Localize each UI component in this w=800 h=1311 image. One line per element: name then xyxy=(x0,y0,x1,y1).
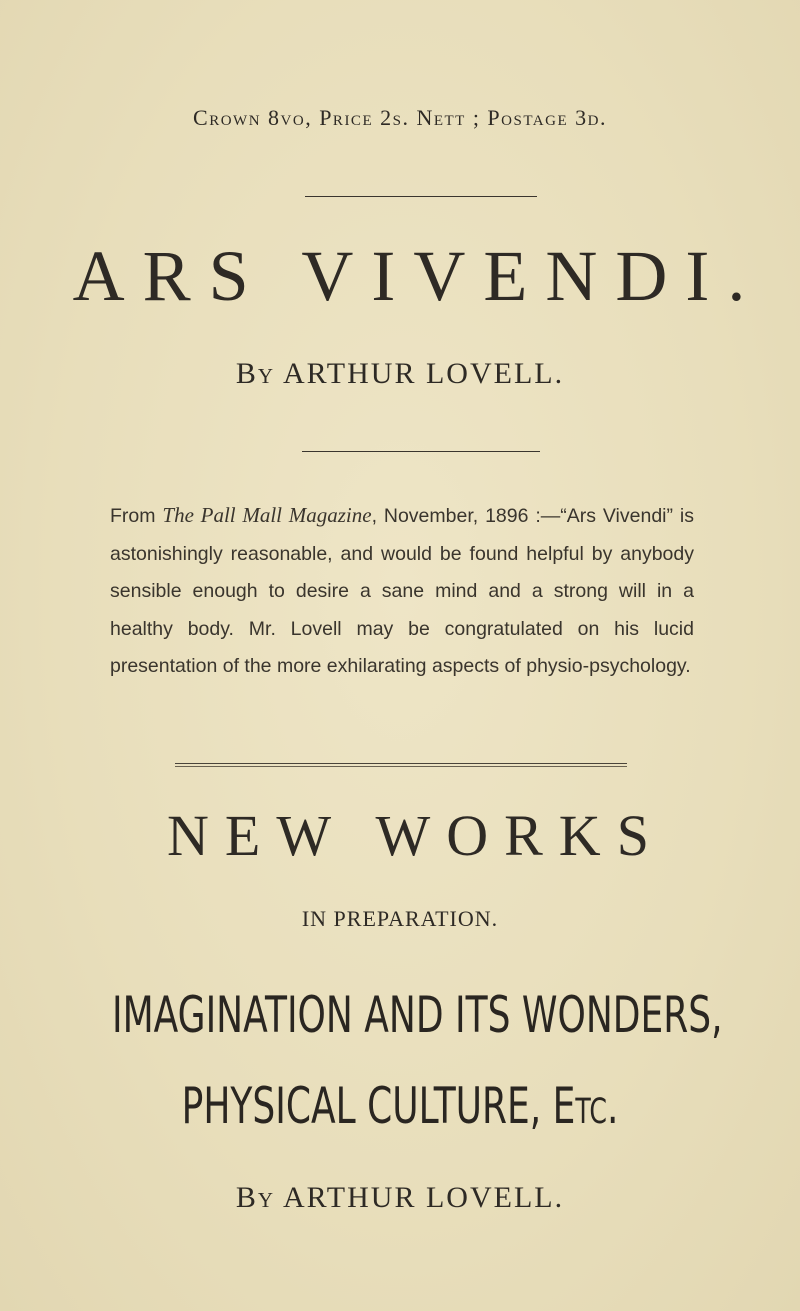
divider-top xyxy=(305,196,537,197)
work-title-physical-culture-text: PHYSICAL CULTURE, xyxy=(181,1077,553,1135)
author-name: ARTHUR LOVELL. xyxy=(282,357,565,390)
divider-double-bottom xyxy=(175,766,627,767)
book-title: ARS VIVENDI. xyxy=(72,236,764,316)
divider-middle xyxy=(302,451,540,452)
by-word: By xyxy=(235,357,276,390)
author-name-2: ARTHUR LOVELL. xyxy=(282,1181,565,1214)
work-title-physical-culture xyxy=(112,1077,688,1135)
etc-label: Etc. xyxy=(552,1077,619,1135)
review-quote xyxy=(110,497,694,686)
price-line: Crown 8vo, Price 2s. Nett ; Postage 3d. xyxy=(193,105,607,130)
new-works-heading: NEW WORKS xyxy=(167,803,665,868)
review-text: , November, 1896 :—“Ars Vivendi” is astonishingly reasonable, and would be found helpful by anybody sensible enough to desire a sane mind and a strong will in a healthy body. Mr. Lovell may be congratulated on his lucid presentation of the more exhilarating aspects of physio-psychology. xyxy=(110,505,694,677)
byline xyxy=(0,357,800,391)
magazine-name: The Pall Mall Magazine xyxy=(162,503,372,527)
in-preparation-label: IN PREPARATION. xyxy=(301,906,499,931)
work-title-imagination: IMAGINATION AND ITS WONDERS, xyxy=(112,986,723,1044)
divider-double-top xyxy=(175,763,627,764)
by-word-2: By xyxy=(235,1181,276,1214)
review-lead: From xyxy=(110,505,163,527)
byline-new-works xyxy=(0,1181,800,1215)
